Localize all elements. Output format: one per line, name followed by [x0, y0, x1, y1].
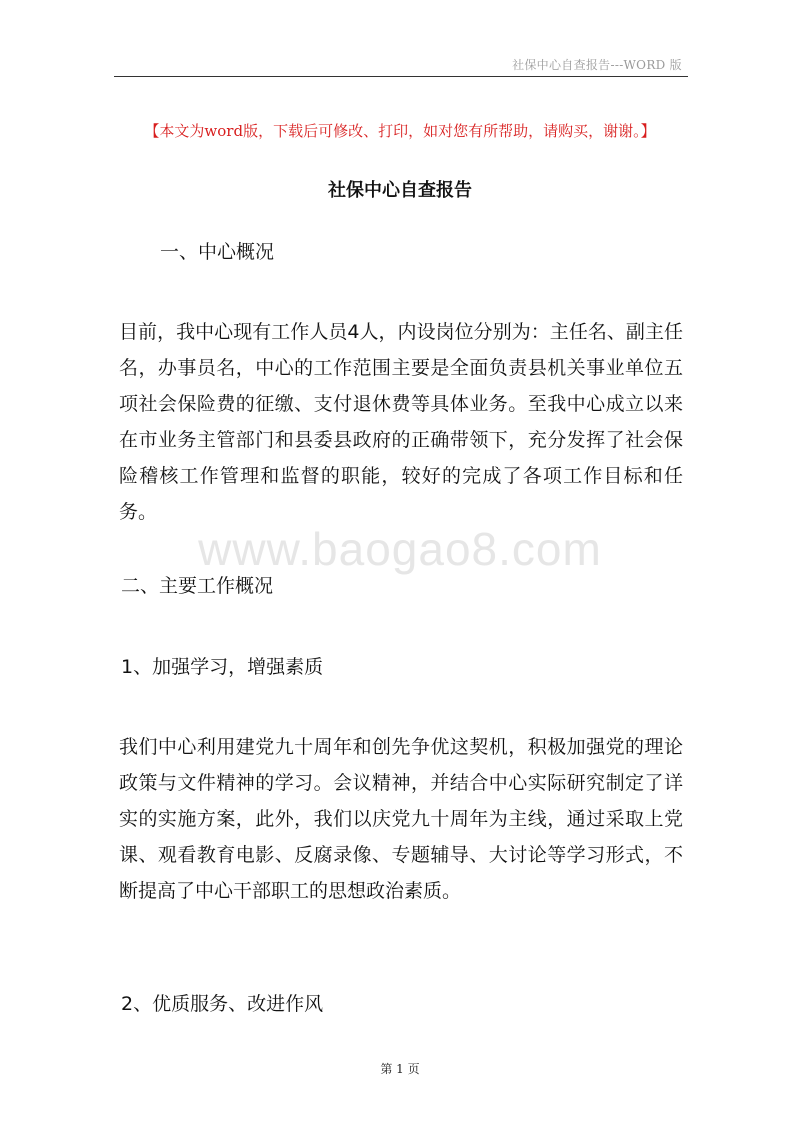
subsection-2-1-heading: 1、加强学习，增强素质 — [121, 656, 324, 678]
site-watermark: www.baogao8.com — [198, 523, 602, 575]
section-1-heading: 一、中心概况 — [160, 241, 275, 263]
page-number: 第 1 页 — [380, 1062, 420, 1076]
running-header: 社保中心自查报告---WORD 版 — [512, 58, 682, 72]
document-title: 社保中心自查报告 — [328, 180, 472, 201]
section-2-heading: 二、主要工作概况 — [121, 575, 274, 597]
subsection-2-2-heading: 2、优质服务、改进作风 — [121, 993, 324, 1015]
header-divider — [114, 76, 688, 77]
subsection-2-1-paragraph: 我们中心利用建党九十周年和创先争优这契机，积极加强党的理论政策与文件精神的学习。会议精神，并结合中心实际研究制定了详实的实施方案，此外，我们以庆党九十周年为主线，通过采取上党课、观看教育电影、反腐录像、专题辅导、大讨论等学习形式，不断提高了中心干部职工的思想政治素质。 — [119, 736, 683, 902]
section-1-paragraph: 目前，我中心现有工作人员4人，内设岗位分别为：主任名、副主任名，办事员名，中心的工作范围主要是全面负责县机关事业单位五项社会保险费的征缴、支付退休费等具体业务。至我中心成立以来在市业务主管部门和县委县政府的正确带领下，充分发挥了社会保险稽核工作管理和监督的职能，较好的完成了各项工作目标和任务。 — [119, 321, 683, 523]
purchase-notice: 【本文为word版，下载后可修改、打印，如对您有所帮助，请购买，谢谢。】 — [144, 122, 656, 140]
